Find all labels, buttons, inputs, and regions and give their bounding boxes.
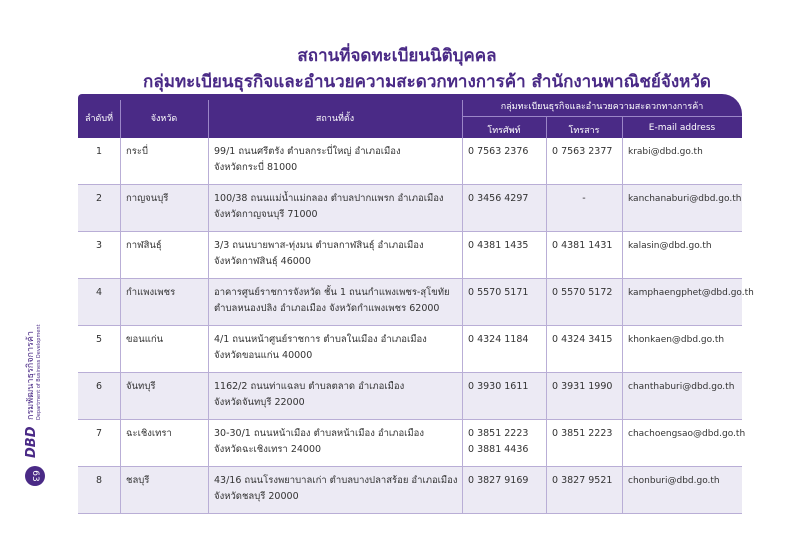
dept-name-en: Department of Business Development	[36, 324, 42, 420]
header-address: สถานที่ตั้ง	[315, 114, 355, 124]
cell-fax: 0 4381 1431	[552, 240, 613, 251]
cell-phone: 0 3851 2223	[468, 428, 529, 439]
cell-phone: 0 3827 9169	[468, 475, 529, 486]
cell-address-line2: จังหวัดกาฬสินธุ์ 46000	[214, 256, 311, 267]
cell-email: kamphaengphet@dbd.go.th	[628, 288, 754, 298]
header-province: จังหวัด	[150, 114, 178, 124]
cell-fax: 0 7563 2377	[552, 146, 613, 157]
cell-province: ฉะเชิงเทรา	[126, 428, 172, 439]
table-row	[78, 138, 742, 185]
cell-address-line2: จังหวัดกาญจนบุรี 71000	[214, 209, 318, 220]
cell-phone: 0 4381 1435	[468, 240, 529, 251]
cell-fax: 0 3851 2223	[552, 428, 613, 439]
dept-name: กรมพัฒนาธุรกิจการค้า	[26, 331, 36, 420]
cell-address-line2: จังหวัดฉะเชิงเทรา 24000	[214, 444, 322, 455]
cell-no: 2	[95, 193, 103, 204]
table-header	[78, 94, 742, 138]
table-row	[78, 279, 754, 326]
cell-province: ขอนแก่น	[126, 334, 164, 345]
table-row	[78, 232, 742, 279]
header-email: E-mail address	[648, 123, 716, 133]
cell-address-line2: จังหวัดจันทบุรี 22000	[214, 397, 305, 408]
table-row	[78, 326, 742, 373]
header-phone: โทรศัพท์	[487, 126, 521, 136]
cell-no: 6	[95, 381, 103, 392]
cell-address-line1: 3/3 ถนนบายพาส-ทุ่งมน ตำบลกาฬสินธุ์ อำเภอเมือง	[214, 240, 424, 251]
cell-province: จันทบุรี	[126, 381, 156, 392]
cell-email: chanthaburi@dbd.go.th	[628, 382, 735, 392]
cell-fax: 0 3931 1990	[552, 381, 613, 392]
header-group: กลุ่มทะเบียนธุรกิจและอำนวยความสะดวกทางการค้า	[500, 102, 704, 112]
cell-phone: 0 4324 1184	[468, 334, 529, 345]
table-row	[78, 420, 746, 467]
cell-address-line2: ตำบลหนองปลิง อำเภอเมือง จังหวัดกำแพงเพชร 62000	[214, 303, 440, 314]
cell-province: กำแพงเพชร	[126, 287, 176, 298]
cell-address-line1: 99/1 ถนนศรีตรัง ตำบลกระบี่ใหญ่ อำเภอเมือง	[214, 146, 401, 157]
cell-no: 5	[95, 334, 103, 345]
dbd-logo: DBD	[24, 426, 39, 458]
cell-fax: 0 3827 9521	[552, 475, 613, 486]
cell-no: 4	[95, 287, 103, 298]
cell-address-line2: จังหวัดกระบี่ 81000	[214, 162, 298, 173]
cell-email: chonburi@dbd.go.th	[628, 476, 720, 486]
cell-address-line2: จังหวัดชลบุรี 20000	[214, 491, 299, 502]
table-row	[78, 373, 742, 420]
header-fax: โทรสาร	[568, 126, 600, 136]
cell-email: khonkaen@dbd.go.th	[628, 335, 725, 345]
cell-address-line1: 30-30/1 ถนนหน้าเมือง ตำบลหน้าเมือง อำเภอเมือง	[214, 428, 425, 439]
sidebar-brand	[22, 320, 48, 500]
cell-province: กาญจนบุรี	[126, 193, 169, 204]
header-no: ลำดับที่	[84, 114, 114, 124]
registration-table	[78, 94, 754, 514]
cell-email: kalasin@dbd.go.th	[628, 241, 712, 251]
page-number: 63	[25, 466, 45, 486]
cell-no: 3	[95, 240, 103, 251]
cell-province: ชลบุรี	[126, 475, 150, 486]
cell-phone: 0 7563 2376	[468, 146, 529, 157]
page-title: สถานที่จดทะเบียนนิติบุคคล	[297, 46, 497, 66]
cell-phone-2: 0 3881 4436	[468, 444, 529, 455]
cell-address-line1: 100/38 ถนนแม่น้ำแม่กลอง ตำบลปากแพรก อำเภอเมือง	[214, 193, 444, 204]
cell-address-line1: 4/1 ถนนหน้าศูนย์ราชการ ตำบลในเมือง อำเภอเมือง	[214, 334, 427, 345]
cell-province: กาฬสินธุ์	[126, 240, 162, 251]
cell-no: 1	[95, 146, 103, 157]
cell-phone: 0 3456 4297	[468, 193, 529, 204]
cell-fax: 0 5570 5172	[552, 287, 613, 298]
cell-fax: -	[582, 193, 586, 204]
page-subtitle: กลุ่มทะเบียนธุรกิจและอำนวยความสะดวกทางการค้า สำนักงานพาณิชย์จังหวัด	[143, 72, 711, 92]
cell-email: kanchanaburi@dbd.go.th	[628, 194, 742, 204]
cell-phone: 0 5570 5171	[468, 287, 529, 298]
table-row	[78, 467, 742, 514]
cell-no: 8	[95, 475, 103, 486]
cell-address-line1: 43/16 ถนนโรงพยาบาลเก่า ตำบลบางปลาสร้อย อำเภอเมือง	[214, 475, 458, 486]
cell-phone: 0 3930 1611	[468, 381, 529, 392]
table-row	[78, 185, 742, 232]
cell-email: chachoengsao@dbd.go.th	[628, 429, 746, 439]
cell-address-line1: 1162/2 ถนนท่าแฉลบ ตำบลตลาด อำเภอเมือง	[214, 381, 405, 392]
cell-email: krabi@dbd.go.th	[628, 147, 703, 157]
cell-province: กระบี่	[126, 146, 148, 157]
cell-fax: 0 4324 3415	[552, 334, 613, 345]
cell-no: 7	[95, 428, 103, 439]
cell-address-line1: อาคารศูนย์ราชการจังหวัด ชั้น 1 ถนนกำแพงเพชร-สุโขทัย	[214, 287, 450, 298]
cell-address-line2: จังหวัดขอนแก่น 40000	[214, 350, 313, 361]
